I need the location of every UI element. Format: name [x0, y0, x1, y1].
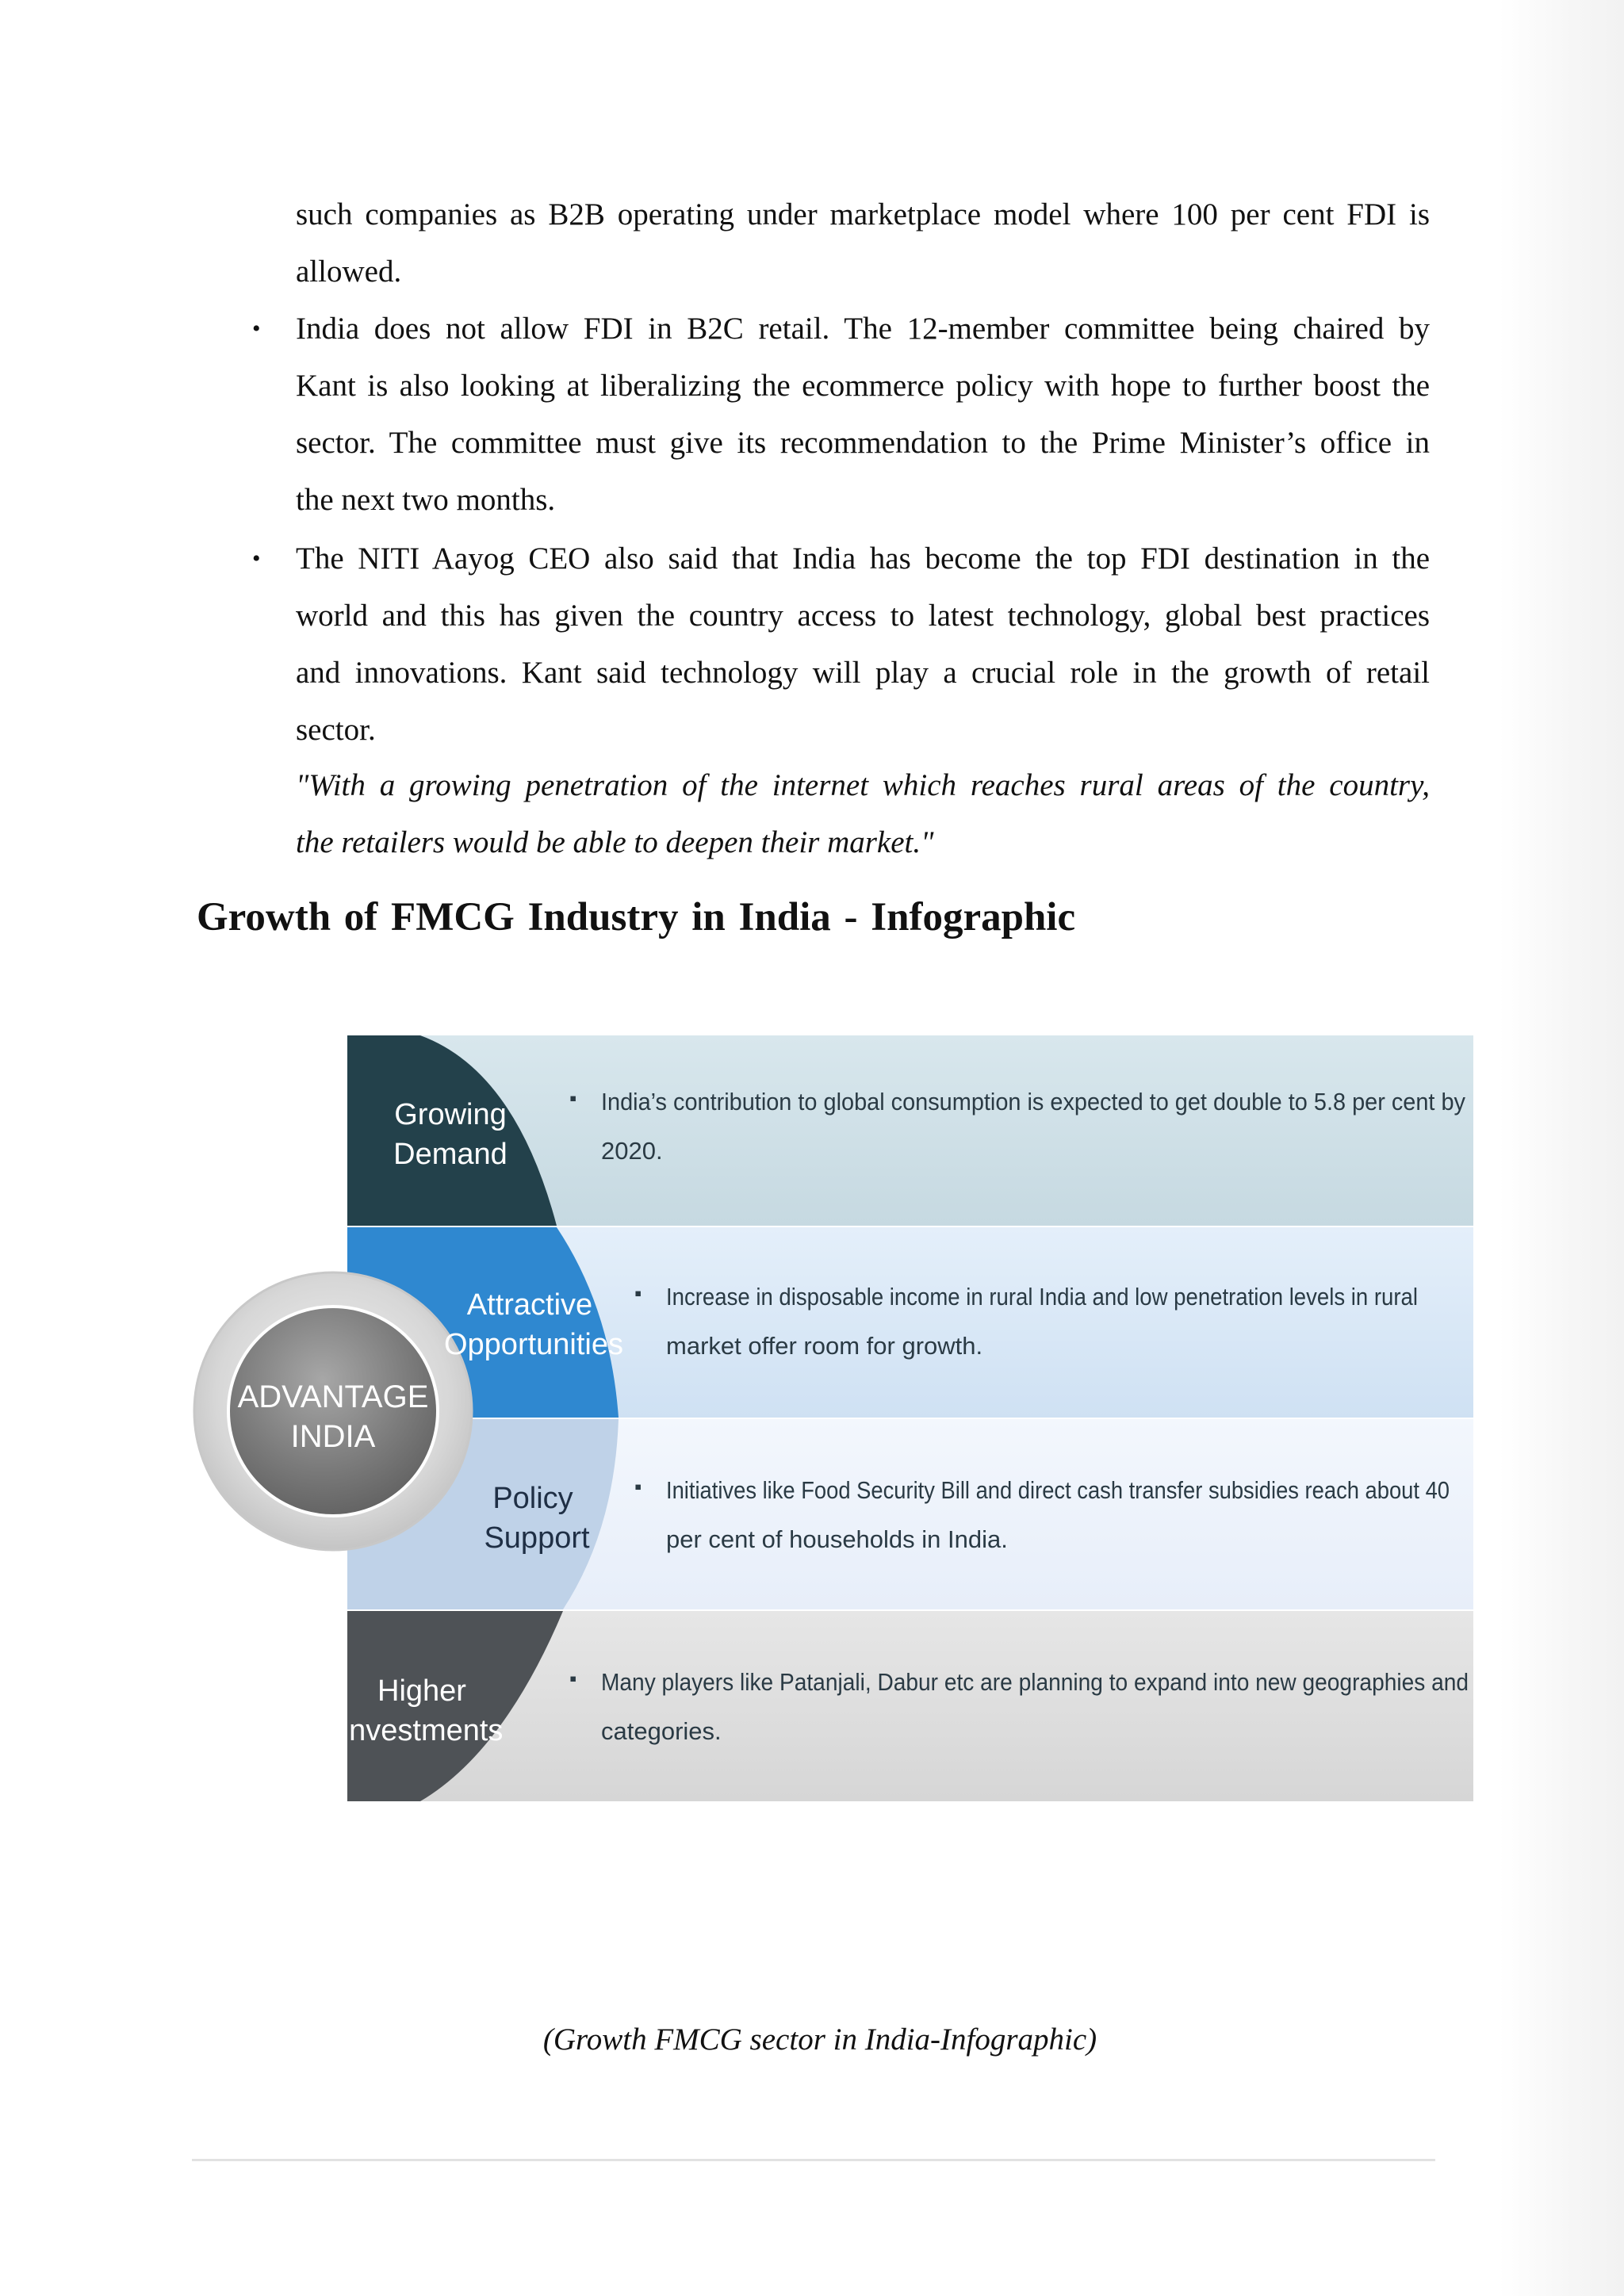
text-line: world and this has given the country access to latest technology, global best practices [296, 599, 1430, 633]
quote-line: the retailers would be able to deepen their market." [296, 825, 934, 859]
center-label-line1: ADVANTAGE [237, 1380, 429, 1414]
text-line: the next two months. [296, 483, 556, 517]
text-line: sector. The committee must give its recommendation to the Prime Minister’s office in [296, 426, 1430, 460]
tab-title: Investments [340, 1714, 504, 1747]
text-line: India does not allow FDI in B2C retail. The 12-member committee being chaired by [296, 312, 1430, 346]
footer-divider [192, 2159, 1435, 2161]
text-line: Kant is also looking at liberalizing the ecommerce policy with hope to further boost the [296, 369, 1430, 403]
section-heading: Growth of FMCG Industry in India - Infographic [197, 895, 1076, 939]
text-line: sector. [296, 713, 376, 747]
page-edge-shade [1499, 0, 1624, 2296]
center-label-line2: INDIA [290, 1419, 376, 1454]
band-bullet: ▪ [634, 1281, 642, 1305]
quote-block [296, 757, 1430, 871]
text-line: allowed. [296, 254, 402, 289]
band-text: 2020. [601, 1137, 663, 1165]
band-bullet: ▪ [569, 1667, 577, 1690]
band-text: Increase in disposable income in rural India and low penetration levels in rural [666, 1283, 1418, 1311]
band-text: India’s contribution to global consumption is expected to get double to 5.8 per cent by [601, 1088, 1466, 1115]
band-bullet: ▪ [634, 1475, 642, 1498]
bullet-paragraph [296, 300, 1430, 529]
band-text: Many players like Patanjali, Dabur etc are planning to expand into new geographies and [601, 1668, 1469, 1696]
band-text: per cent of households in India. [666, 1525, 1008, 1553]
bullet-marker: • [252, 316, 261, 342]
text-line: such companies as B2B operating under marketplace model where 100 per cent FDI is [296, 197, 1430, 232]
tab-title: Higher [377, 1674, 466, 1708]
tab-title: Growing [394, 1098, 507, 1131]
text-line: and innovations. Kant said technology will play a crucial role in the growth of retail [296, 656, 1430, 690]
tab-title: Demand [393, 1138, 508, 1171]
text-line: The NITI Aayog CEO also said that India has become the top FDI destination in the [296, 541, 1430, 576]
bullet-paragraph [296, 530, 1430, 759]
bullet-marker: • [252, 545, 261, 572]
band-text: categories. [601, 1717, 722, 1745]
tab-title: Opportunities [443, 1328, 624, 1361]
band-bullet: ▪ [569, 1086, 577, 1110]
tab-title: Support [484, 1521, 590, 1555]
tab-title: Attractive [466, 1288, 593, 1322]
figure-caption: (Growth FMCG sector in India-Infographic) [542, 2022, 1097, 2057]
continuation-paragraph [296, 186, 1430, 300]
advantage-india-infographic [190, 1023, 1491, 1823]
band-text: Initiatives like Food Security Bill and direct cash transfer subsidies reach about 40 [666, 1476, 1450, 1504]
band-text: market offer room for growth. [666, 1332, 983, 1360]
quote-line: "With a growing penetration of the internet which reaches rural areas of the country, [296, 768, 1430, 802]
tab-title: Policy [492, 1482, 573, 1515]
